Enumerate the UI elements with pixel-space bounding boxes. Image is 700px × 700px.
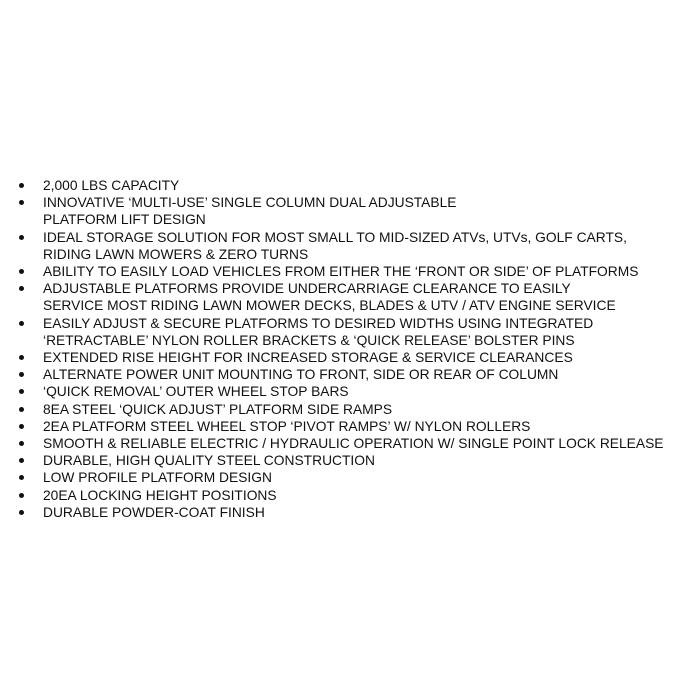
- feature-item: [18, 452, 688, 469]
- feature-text-continued: SERVICE MOST RIDING LAWN MOWER DECKS, BLADES & UTV / ATV ENGINE SERVICE: [43, 298, 616, 314]
- bullet-icon: [19, 510, 24, 515]
- feature-text: LOW PROFILE PLATFORM DESIGN: [43, 470, 272, 486]
- feature-item: [18, 383, 688, 400]
- feature-text: INNOVATIVE ‘MULTI-USE’ SINGLE COLUMN DUAL ADJUSTABLE: [43, 195, 457, 211]
- feature-text-continued: ‘RETRACTABLE’ NYLON ROLLER BRACKETS & ‘QUICK RELEASE’ BOLSTER PINS: [43, 332, 575, 348]
- feature-text-continued: PLATFORM LIFT DESIGN: [43, 212, 206, 228]
- bullet-icon: [19, 235, 24, 240]
- feature-text: ADJUSTABLE PLATFORMS PROVIDE UNDERCARRIAGE CLEARANCE TO EASILY: [43, 281, 571, 297]
- bullet-icon: [19, 389, 24, 394]
- feature-text: 20EA LOCKING HEIGHT POSITIONS: [43, 487, 277, 503]
- feature-text: ALTERNATE POWER UNIT MOUNTING TO FRONT, SIDE OR REAR OF COLUMN: [43, 367, 559, 383]
- feature-text: 2,000 LBS CAPACITY: [43, 178, 180, 193]
- bullet-icon: [19, 269, 24, 274]
- bullet-icon: [19, 321, 24, 326]
- feature-list: [18, 177, 688, 521]
- feature-item: [18, 229, 688, 263]
- feature-item: [18, 349, 688, 366]
- feature-item: [18, 194, 688, 228]
- bullet-icon: [19, 286, 24, 291]
- bullet-icon: [19, 183, 24, 188]
- feature-item: [18, 435, 688, 452]
- feature-text: DURABLE POWDER-COAT FINISH: [43, 504, 265, 520]
- bullet-icon: [19, 372, 24, 377]
- bullet-icon: [19, 441, 24, 446]
- feature-text: SMOOTH & RELIABLE ELECTRIC / HYDRAULIC OPERATION W/ SINGLE POINT LOCK RELEASE: [43, 436, 664, 452]
- bullet-icon: [19, 458, 24, 463]
- feature-item: [18, 401, 688, 418]
- feature-text-continued: RIDING LAWN MOWERS & ZERO TURNS: [43, 246, 309, 262]
- feature-text: 8EA STEEL ‘QUICK ADJUST’ PLATFORM SIDE RAMPS: [43, 401, 393, 417]
- feature-item: [18, 469, 688, 486]
- bullet-icon: [19, 355, 24, 360]
- feature-text: ‘QUICK REMOVAL’ OUTER WHEEL STOP BARS: [43, 384, 349, 400]
- feature-text: IDEAL STORAGE SOLUTION FOR MOST SMALL TO MID-SIZED ATVs, UTVs, GOLF CARTS,: [43, 229, 627, 245]
- feature-item: [18, 280, 688, 314]
- feature-item: [18, 418, 688, 435]
- bullet-icon: [19, 475, 24, 480]
- feature-item: [18, 504, 688, 521]
- feature-item: [18, 315, 688, 349]
- feature-text: DURABLE, HIGH QUALITY STEEL CONSTRUCTION: [43, 453, 375, 469]
- bullet-icon: [19, 493, 24, 498]
- feature-item: [18, 177, 688, 194]
- feature-text: EASILY ADJUST & SECURE PLATFORMS TO DESIRED WIDTHS USING INTEGRATED: [43, 315, 594, 331]
- feature-item: [18, 366, 688, 383]
- bullet-icon: [19, 407, 24, 412]
- feature-item: [18, 263, 688, 280]
- feature-text: EXTENDED RISE HEIGHT FOR INCREASED STORAGE & SERVICE CLEARANCES: [43, 350, 573, 366]
- bullet-icon: [19, 200, 24, 205]
- feature-item: [18, 487, 688, 504]
- bullet-icon: [19, 424, 24, 429]
- feature-text: ABILITY TO EASILY LOAD VEHICLES FROM EITHER THE ‘FRONT OR SIDE’ OF PLATFORMS: [43, 264, 639, 280]
- feature-text: 2EA PLATFORM STEEL WHEEL STOP ‘PIVOT RAMPS’ W/ NYLON ROLLERS: [43, 418, 531, 434]
